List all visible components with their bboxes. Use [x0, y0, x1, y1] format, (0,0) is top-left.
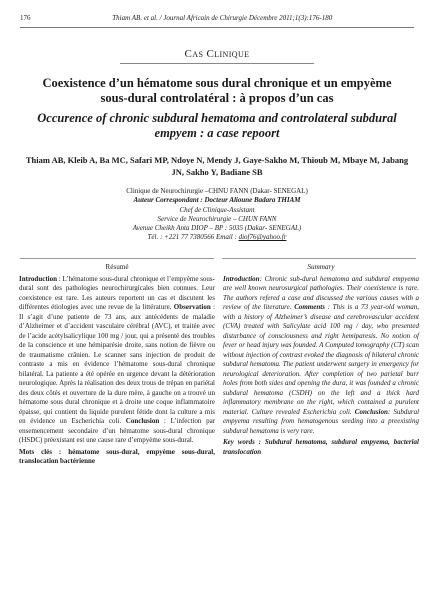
corresponding-author: Auteur Correspondant : Docteur Alioune Badara THIAM	[133, 196, 301, 205]
section-rule	[120, 63, 314, 64]
summary-intro-text: : Chronic sub-dural hematoma and subdural empyema are well known neurosurgical pathologies. Their coexistence is rare. The authors refered a case and discussed the various causes with a review of the literature.	[223, 274, 419, 311]
resume-concl-text: : L’infection par ensemencement secondaire d’un hématome sous-dural chronique (HSDC) préexistant est une cause rare d’empyème sous-dural.	[19, 417, 216, 444]
title-english: Occurence of chronic subdural hematoma and controlateral subdural empyem : a case repoort	[37, 111, 397, 140]
resume-obs-label: Observation	[173, 303, 211, 311]
author-contact	[60, 233, 374, 242]
summary-concl-text: : Subdural empyema resulting from hematogenous seeding into a preexisting subdural hematoma is very rare.	[223, 407, 420, 435]
resume-body	[19, 275, 215, 446]
author-service: Service de Neurochirurgie – CHUN FANN	[157, 214, 277, 223]
resume-keywords: Mots clés : hématome sous-dural, empyème sous-dural, translocation bactérienne	[19, 447, 215, 465]
summary-intro-label: Introduction	[223, 274, 260, 283]
title-french: Coexistence d’un hématome sous dural chronique et un empyème sous-dural controlatéral : à propos d’un cas	[42, 76, 392, 105]
resume-intro-label: Introduction	[19, 274, 57, 283]
header-rule	[20, 27, 414, 28]
summary-keywords: Key words : Subdural hematoma, subdural empyema, bacterial translocation	[223, 438, 419, 456]
summary-concl-label: Conclusion	[354, 407, 388, 416]
running-head: Thiam AB. et al. / Journal Africain de Chirurgie Décembre 2011;1(3):176-180	[112, 14, 333, 22]
resume-intro-text: : L’hématome sous-dural chronique et l’empyème sous-dural sont des pathologies neurochirurgicales bien connues. Leur coexistence est rare. Les auteurs reportent un cas et discutent les différentes étiologies avec une revue de la littérature.	[19, 274, 215, 311]
summary-column	[223, 263, 419, 457]
summary-rule	[222, 258, 416, 259]
resume-column	[19, 263, 215, 467]
summary-comments-text: : This is a 73 year-old woman, with a history of Alzheimer’s disease and cerebrovascular accident (CVA) treated with Salicylate acid 100 mg / day, who presented disturbance of consciousness and right hemiparesis. No notion of fever or head injury was founded. A Computed tomography (CT) scan without injection of contrast evoked the diagnosis of bilateral chronic subdural hematoma. The patient underwent surgery in emergency for neurological deterioration. After completion of two parietal burr holes from both sides and opening the dura, it was founded a chronic subdural hematoma (CSDH) on the left and a thick hard inflammatory membrane on the right, which contained a purulent material. Culture revealed Escherichia coli.	[223, 303, 420, 416]
email-link[interactable]: diof76@yahoo.fr	[238, 233, 287, 242]
summary-body	[223, 275, 419, 437]
author-address: Avenue Cheikh Anta DIOP – BP : 5035 (Dakar- SENEGAL)	[132, 224, 302, 233]
summary-comments-label: Comments	[294, 303, 325, 311]
resume-concl-label: Conclusion	[125, 417, 160, 425]
page-number: 176	[20, 14, 31, 22]
author-role: Chef de Clinique-Assistant	[179, 205, 255, 214]
resume-heading: Résumé	[105, 263, 129, 271]
author-list: Thiam AB, Kleib A, Ba MC, Safari MP, Ndoye N, Mendy J, Gaye-Sakho M, Thioub M, Mbaye M, Jabang JN, Sakho Y, Badiane SB	[25, 155, 409, 177]
affiliation-institution: Clinique de Neurochirurgie –CHNU FANN (Dakar- SENEGAL)	[126, 187, 308, 195]
resume-rule	[20, 258, 214, 259]
summary-heading: Summary	[307, 263, 335, 271]
phone-text: Tél. : +221 77 7380566 Email :	[147, 233, 237, 242]
affiliation-block	[60, 187, 374, 243]
resume-obs-text: : Il s’agit d’une patiente de 73 ans, aux antécédents de maladie d’Alzheimer et d’accident vasculaire cérébral (AVC), et traitée avec de l’acide acétylsalicylique 100 mg / jour, qui a présenté des troubles de la conscience et une hémiparésie droite, sans notion de fièvre ou de traumatisme crânien. Le scanner sans injection de produit de contraste a mis en évidence l’hématome sous-dural chronique bilatéral. La patiente a été opérée en urgence devant la détérioration neurologique. Après la réalisation des deux trous de trépan en pariétal des deux côtés et ouverture de la dure mère, à gauche on a trouvé un hématome sous dural chronique et à droite une coque inflammatoire épaisse, qui contient du liquide purulent fétide dont la culture a mis en évidence un Escherichia coli.	[19, 303, 216, 425]
section-label: Cas Clinique	[184, 48, 250, 60]
page-header	[20, 14, 414, 22]
